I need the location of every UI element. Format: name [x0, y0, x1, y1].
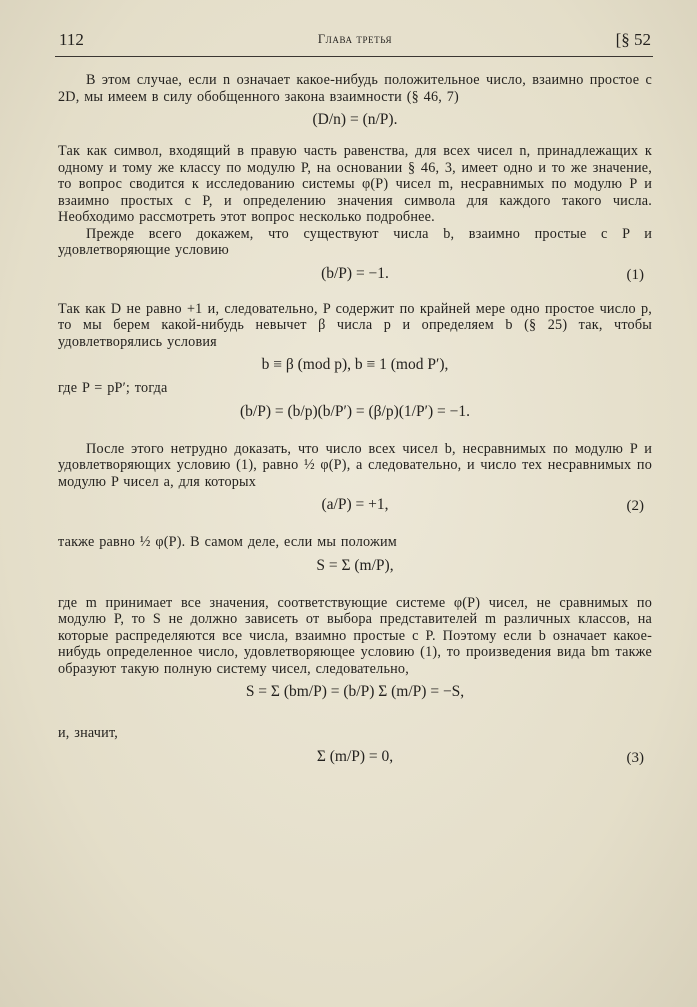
paragraph: Так как D не равно +1 и, следовательно, P содержит по крайней мере одно простое число p, то мы берем какой-нибудь невычет β числа p и определяем b (§ 25) так, чтобы удовлетворялись условия	[58, 300, 652, 350]
paragraph: После этого нетрудно доказать, что число всех чисел b, несравнимых по модулю P и удовлетворяющих условию (1), равно ½ φ(P), а следовательно, и число тех несравнимых по модулю P чисел a, для которых	[58, 440, 652, 490]
paragraph: Прежде всего докажем, что существуют числа b, взаимно простые с P и удовлетворяющие условию	[58, 225, 652, 258]
formula	[58, 742, 652, 782]
section-marker: [§ 52	[615, 30, 651, 49]
formula	[58, 551, 652, 595]
formula	[58, 350, 652, 380]
formula-expression: S = Σ (m/P),	[316, 556, 394, 574]
formula-expression: (a/P) = +1,	[321, 496, 389, 513]
header-rule	[55, 56, 653, 57]
formula-expression: Σ (m/P) = 0,	[316, 747, 394, 765]
paragraph: Так как символ, входящий в правую часть равенства, для всех чисел n, принадлежащих к одному и тому же классу по модулю P, на основании § 46, 3, имеет одно и то же значение, то вопрос сводится к исследованию системы φ(P) чисел m, несравнимых по модулю P и взаимно простых с P, и определению значения символа для каждого такого числа. Необходимо рассмотреть этот вопрос несколько подробнее.	[58, 143, 652, 225]
paragraph: также равно ½ φ(P). В самом деле, если мы положим	[58, 534, 397, 550]
formula	[58, 490, 652, 534]
page-body	[58, 72, 652, 782]
equation-number: (1)	[626, 266, 644, 283]
formula	[58, 397, 652, 441]
formula-expression: (b/P) = −1.	[321, 264, 389, 282]
formula	[58, 677, 652, 725]
equation-number: (3)	[626, 749, 644, 766]
formula-expression: b ≡ β (mod p), b ≡ 1 (mod P′),	[261, 356, 449, 373]
paragraph: В этом случае, если n означает какое-нибудь положительное число, взаимно простое с 2D, мы имеем в силу обобщенного закона взаимности (§ 46, 7)	[58, 72, 652, 105]
equation-number: (2)	[626, 498, 644, 514]
formula	[58, 105, 652, 143]
page-header	[59, 30, 651, 54]
formula	[58, 259, 652, 301]
formula-expression: (D/n) = (n/P).	[312, 111, 398, 128]
paragraph: и, значит,	[58, 725, 119, 741]
formula-expression: (b/P) = (b/p)(b/P′) = (β/p)(1/P′) = −1.	[239, 402, 471, 420]
paragraph: где P = pP′; тогда	[58, 380, 168, 396]
paragraph: где m принимает все значения, соответствующие системе φ(P) чисел, не сравнимых по модулю P, то S не должно зависеть от выбора представителей m различных классов, на которые распределяются все числа, взаимно простые с P. Поэтому если b означает какое-нибудь определенное число, удовлетворяющее условию (1), то произведения вида bm также образуют такую полную систему чисел, следовательно,	[58, 594, 652, 677]
formula-expression: S = Σ (bm/P) = (b/P) Σ (m/P) = −S,	[245, 683, 465, 700]
running-title: Глава третья	[317, 32, 393, 46]
page-number: 112	[59, 30, 84, 49]
